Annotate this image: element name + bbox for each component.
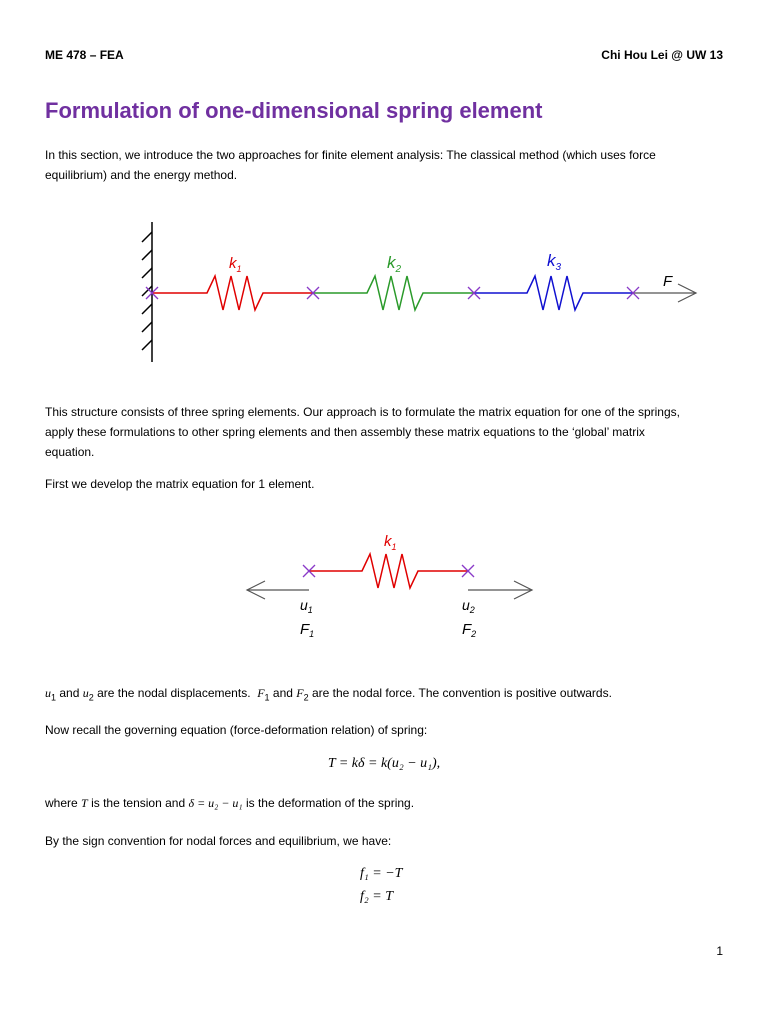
spring-3-label: $k_3$ xyxy=(547,251,562,273)
force-text: are the nodal force. The convention is positive outwards. xyxy=(311,686,612,700)
spring-1-label: $k_1$ xyxy=(229,255,242,274)
equation-f1: f₁ = −T xyxy=(360,866,403,881)
right-force-arrow xyxy=(468,581,532,599)
intro-line-2: equilibrium) and the energy method. xyxy=(45,168,238,182)
intro-line-1: In this section, we introduce the two approaches for finite element analysis: The classical method (which uses force xyxy=(45,148,656,162)
structure-line-1: This structure consists of three spring elements. Our approach is to formulate the matrix equation for one of the springs, xyxy=(45,405,680,419)
and-word-1: and xyxy=(59,686,80,700)
header-course: ME 478 – FEA xyxy=(45,48,124,62)
equation-f2: f₂ = T xyxy=(360,889,393,904)
governing-equation: T = kδ = k(u₂ − u₁), xyxy=(327,756,441,771)
spring-2-label: $k_2$ xyxy=(387,253,402,275)
and-word-2: and xyxy=(272,686,293,700)
single-spring xyxy=(309,554,468,588)
F-symbol-1: F xyxy=(257,686,265,700)
u1-label: $u_1$ xyxy=(300,597,313,615)
u-symbol-2: u xyxy=(82,686,89,700)
F2-label: $F_2$ xyxy=(462,621,477,639)
F-symbol-2: F xyxy=(296,686,304,700)
u-symbol-1: u xyxy=(45,686,51,700)
force-label: F xyxy=(663,273,673,290)
F1-label: $F_1$ xyxy=(300,621,315,639)
page-title: Formulation of one-dimensional spring element xyxy=(45,98,543,123)
header-author: Chi Hou Lei @ UW 13 xyxy=(601,48,723,62)
deformation-expression: δ = u₂ − u₁ xyxy=(188,796,243,810)
tension-symbol: T xyxy=(81,796,88,810)
displacement-text: are the nodal displacements. xyxy=(97,686,251,700)
u2-label: $u_2$ xyxy=(462,597,475,615)
structure-line-2: apply these formulations to other spring elements and then assembly these matrix equations to the ‘global’ matrix xyxy=(45,425,645,439)
first-develop-text: First we develop the matrix equation for 1 element. xyxy=(45,477,315,491)
page-number: 1 xyxy=(716,944,723,958)
where-line: where T is the tension and δ = u₂ − u₁ is the deformation of the spring. xyxy=(45,796,415,810)
nodal-definition: $u_1$ and $u_2$ are the nodal displacements. $F_1$ and $F_2$ are the nodal force. The convention is positive outwards. xyxy=(45,686,612,703)
element-spring-label: $k_1$ xyxy=(384,533,397,552)
sign-convention-text: By the sign convention for nodal forces and equilibrium, we have: xyxy=(45,834,392,848)
recall-text: Now recall the governing equation (force-deformation relation) of spring: xyxy=(45,723,428,737)
structure-line-3: equation. xyxy=(45,445,95,459)
